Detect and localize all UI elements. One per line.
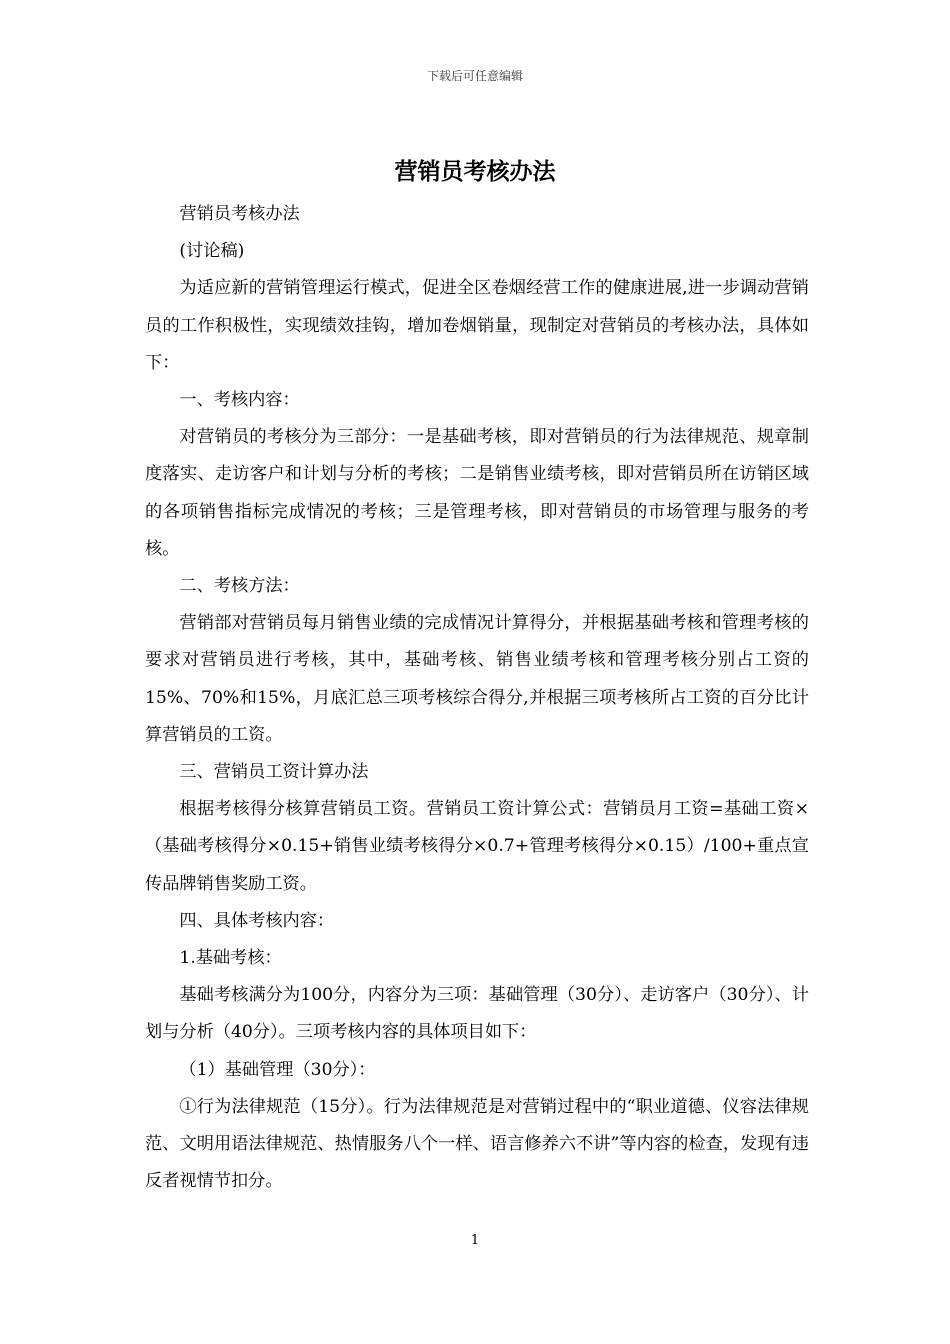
section-heading-content: 一、考核内容：: [179, 390, 300, 411]
document-body: [145, 196, 809, 1200]
document-title: 营销员考核办法: [394, 159, 556, 185]
subheading-basic-assessment: 1.基础考核：: [179, 948, 282, 969]
page-number: 1: [470, 1233, 480, 1248]
paragraph-subtitle: 营销员考核办法: [179, 204, 300, 224]
paragraph-method: 营销部对营销员每月销售业绩的完成情况计算得分，并根据基础考核和管理考核的要求对营销员进行考核，其中，基础考核、销售业绩考核和管理考核分别占工资的15%、70%和15%，月底汇总三项考核综合得分,并根据三项考核所占工资的百分比计算营销员的工资。: [145, 613, 809, 745]
section-heading-details: 四、具体考核内容：: [179, 910, 335, 931]
section-heading-salary: 三、营销员工资计算办法: [179, 762, 369, 783]
section-heading-method: 二、考核方法：: [179, 576, 300, 597]
paragraph-draft-note: (讨论稿): [179, 241, 245, 262]
header-note: 下载后可任意编辑: [426, 69, 523, 83]
paragraph-content: 对营销员的考核分为三部分：一是基础考核，即对营销员的行为法律规范、规章制度落实、走访客户和计划与分析的考核；二是销售业绩考核，即对营销员所在访销区域的各项销售指标完成情况的考核；三是管理考核，即对营销员的市场管理与服务的考核。: [145, 427, 809, 559]
paragraph-conduct-norms: ①行为法律规范（15分）。行为法律规范是对营销过程中的“职业道德、仪容法律规范、文明用语法律规范、热情服务八个一样、语言修养六不讲”等内容的检查，发现有违反者视情节扣分。: [145, 1096, 809, 1192]
paragraph-intro: 为适应新的营销管理运行模式，促进全区卷烟经营工作的健康进展,进一步调动营销员的工作积极性，实现绩效挂钩，增加卷烟销量，现制定对营销员的考核办法，具体如下：: [145, 278, 809, 373]
paragraph-basic-assessment: 基础考核满分为100分，内容分为三项：基础管理（30分）、走访客户（30分）、计划与分析（40分）。三项考核内容的具体项目如下：: [145, 985, 809, 1043]
subheading-basic-management: （1）基础管理（30分）：: [179, 1059, 376, 1080]
paragraph-salary-formula: 根据考核得分核算营销员工资。营销员工资计算公式：营销员月工资=基础工资×（基础考核得分×0.15+销售业绩考核得分×0.7+管理考核得分×0.15）/100+重点宣传品牌销售奖励工资。: [145, 799, 809, 894]
